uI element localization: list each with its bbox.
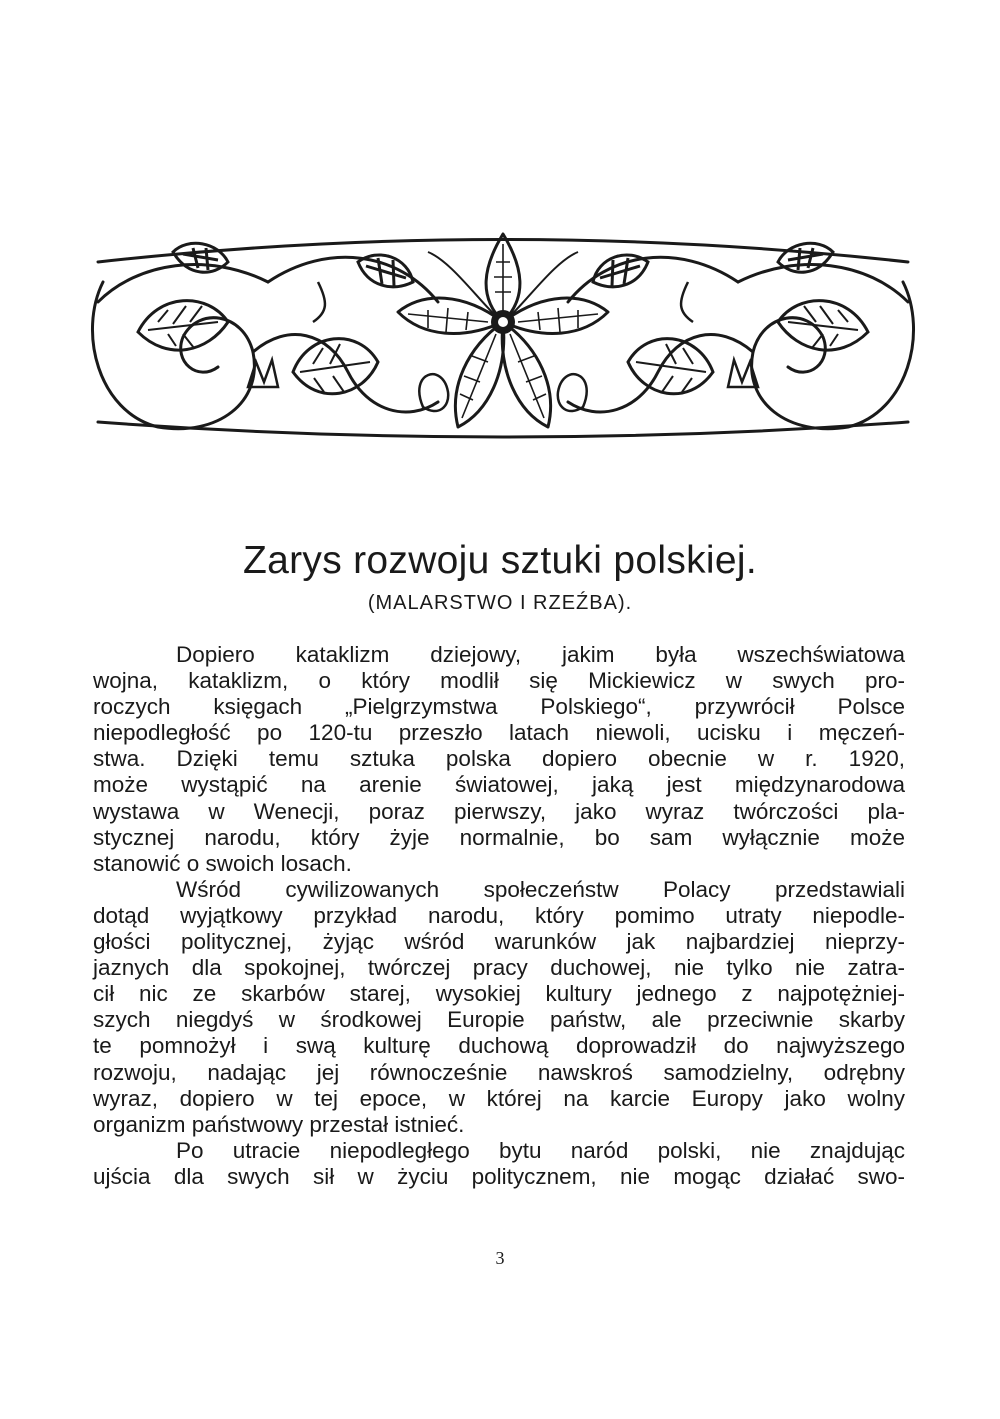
text-line: dotąd wyjątkowy przykład narodu, który pomimo utraty niepodle-	[93, 902, 905, 928]
text-line: wystawa w Wenecji, poraz pierwszy, jako wyraz twórczości pla-	[93, 798, 905, 824]
body-text	[93, 642, 905, 1190]
floral-ornament	[78, 222, 928, 444]
text-line: cił nic ze skarbów starej, wysokiej kultury jednego z najpotężniej-	[93, 981, 905, 1007]
text-line: jaznych dla spokojnej, twórczej pracy duchowej, nie tylko nie zatra-	[93, 955, 905, 981]
page-subtitle: (MALARSTWO I RZEŹBA).	[367, 592, 633, 614]
text-line: stwa. Dzięki temu sztuka polska dopiero obecnie w r. 1920,	[93, 746, 905, 772]
text-line: wojna, kataklizm, o który modlił się Mickiewicz w swych pro-	[93, 668, 905, 694]
text-line: organizm państwowy przestał istnieć.	[93, 1111, 465, 1137]
text-line: Wśród cywilizowanych społeczeństw Polacy przedstawiali	[176, 876, 905, 902]
text-line: ujścia dla swych sił w życiu politycznem, nie mogąc działać swo-	[93, 1163, 905, 1189]
text-line: Dopiero kataklizm dziejowy, jakim była wszechświatowa	[176, 642, 905, 667]
floral-ornament-drawing	[78, 222, 928, 444]
page-title: Zarys rozwoju sztuki polskiej.	[243, 539, 757, 582]
text-line: stycznej narodu, który żyje normalnie, bo sam wyłącznie może	[93, 824, 905, 850]
text-line: rozwoju, nadając jej równocześnie nawskroś samodzielny, odrębny	[93, 1059, 905, 1085]
text-line: roczych księgach „Pielgrzymstwa Polskiego“, przywrócił Polsce	[93, 694, 905, 720]
text-line: wyraz, dopiero w tej epoce, w której na karcie Europy jako wolny	[93, 1085, 905, 1111]
text-line: szych niegdyś w środkowej Europie państw, ale przeciwnie skarby	[93, 1007, 905, 1033]
text-line: głości politycznej, żyjąc wśród warunków jak najbardziej nieprzy-	[93, 929, 905, 955]
text-line: może wystąpić na arenie światowej, jaką jest międzynarodowa	[93, 772, 905, 798]
text-line: niepodległość po 120-tu przeszło latach niewoli, ucisku i męczeń-	[93, 720, 905, 746]
page-number: 3	[495, 1248, 505, 1268]
text-line: stanowić o swoich losach.	[93, 850, 352, 876]
text-line: Po utracie niepodległego bytu naród polski, nie znajdując	[176, 1137, 905, 1163]
text-line: te pomnożył i swą kulturę duchową doprowadził do najwyższego	[93, 1033, 905, 1059]
